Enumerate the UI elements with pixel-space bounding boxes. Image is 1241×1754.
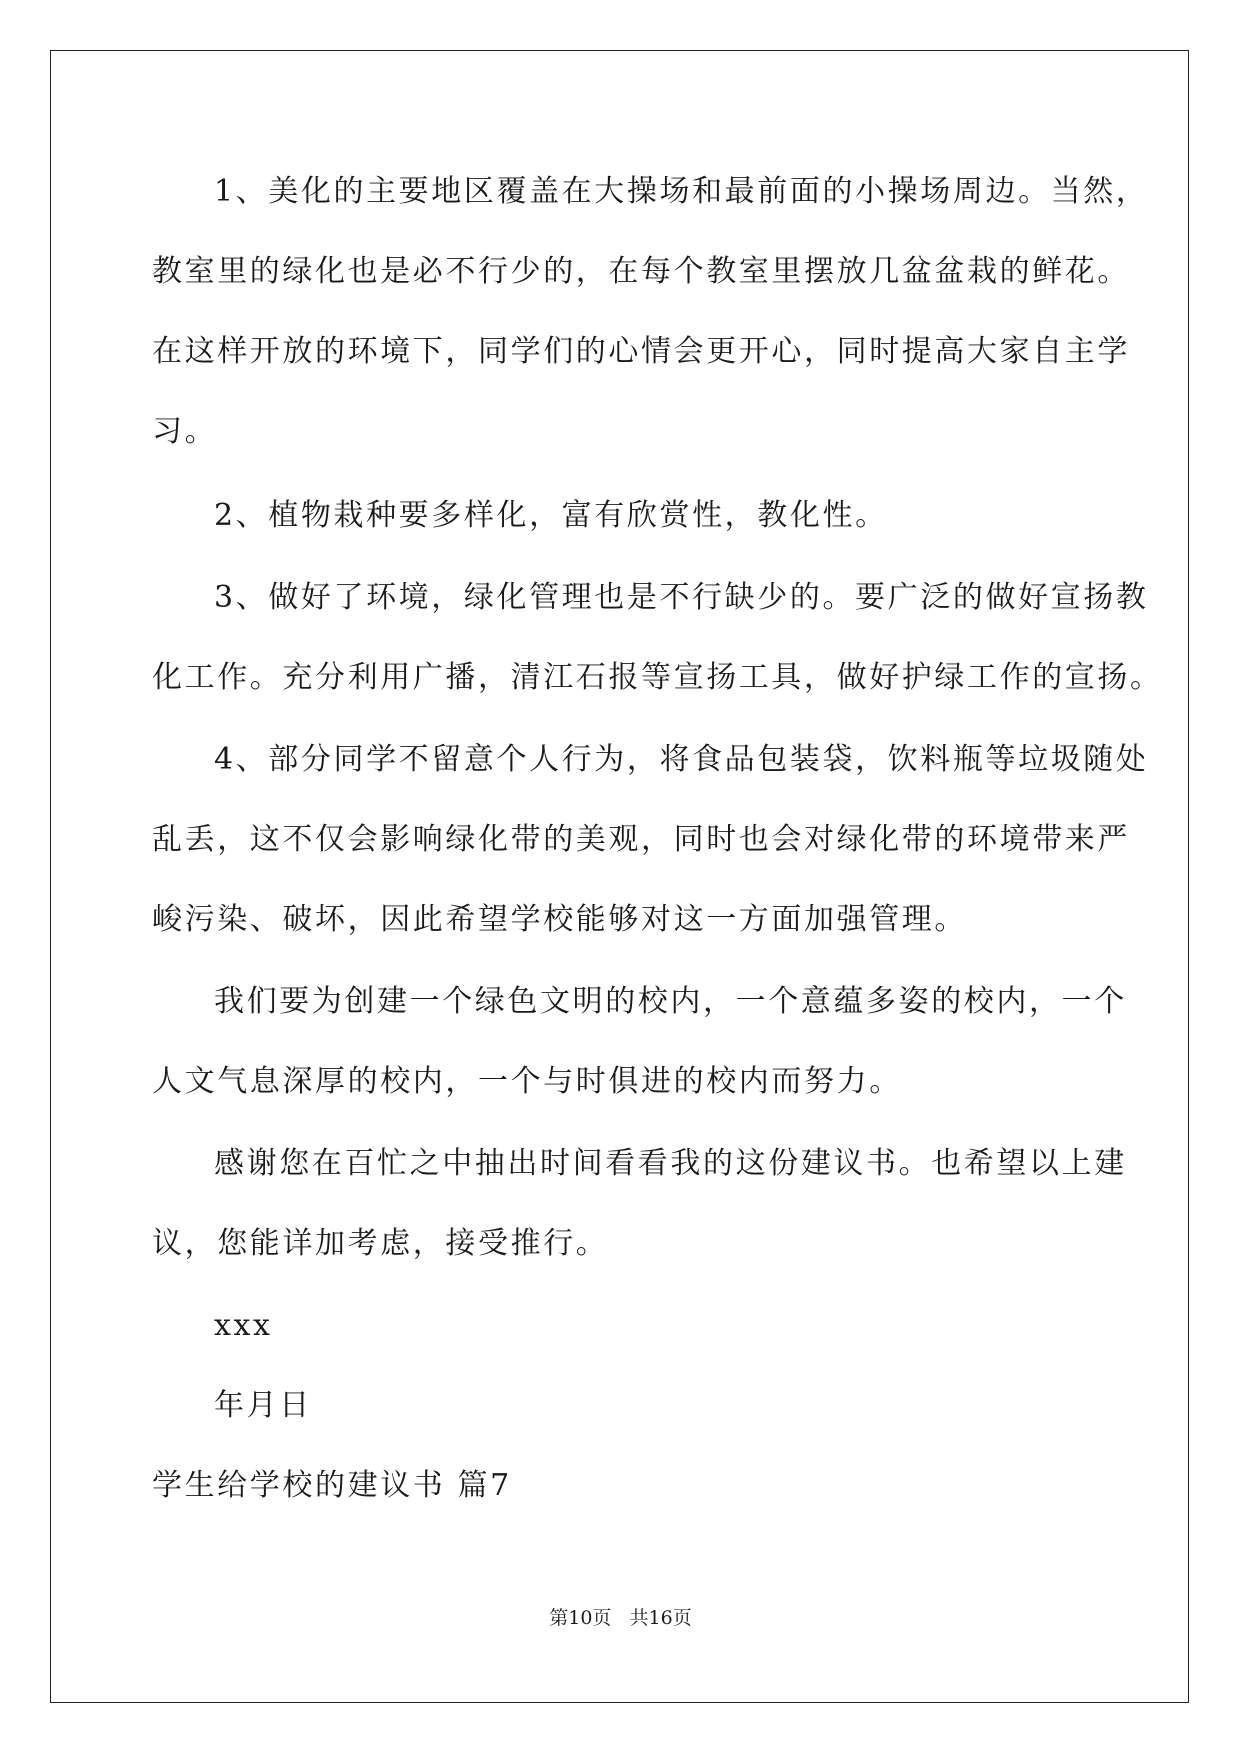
paragraph-5-line-1: 我们要为创建一个绿色文明的校内，一个意蕴多姿的校内，一个 (214, 984, 1127, 1019)
paragraph-5-line-2: 人文气息深厚的校内，一个与时俱进的校内而努力。 (152, 1064, 902, 1099)
paragraph-1-line-2: 教室里的绿化也是必不行少的，在每个教室里摆放几盆盆栽的鲜花。 (152, 254, 1130, 289)
paragraph-3-line-2: 化工作。充分利用广播，清江石报等宣扬工具，做好护绿工作的宣扬。 (152, 660, 1163, 695)
paragraph-4-line-3: 峻污染、破坏，因此希望学校能够对这一方面加强管理。 (152, 902, 967, 937)
paragraph-1-line-3: 在这样开放的环境下，同学们的心情会更开心，同时提高大家自主学 (152, 334, 1130, 369)
paragraph-1-line-4: 习。 (152, 414, 218, 449)
section-heading: 学生给学校的建议书 篇7 (152, 1468, 512, 1503)
page-number-footer: 第10页 共16页 (549, 1607, 692, 1629)
paragraph-4-line-1: 4、部分同学不留意个人行为，将食品包装袋，饮料瓶等垃圾随处 (214, 742, 1149, 777)
paragraph-4-line-2: 乱丢，这不仅会影响绿化带的美观，同时也会对绿化带的环境带来严 (152, 822, 1130, 857)
date-line: 年月日 (214, 1388, 312, 1423)
paragraph-6-line-1: 感谢您在百忙之中抽出时间看看我的这份建议书。也希望以上建 (214, 1146, 1127, 1181)
paragraph-1-line-1: 1、美化的主要地区覆盖在大操场和最前面的小操场周边。当然， (214, 174, 1149, 209)
signature: xxx (214, 1308, 273, 1343)
paragraph-6-line-2: 议，您能详加考虑，接受推行。 (152, 1226, 609, 1261)
paragraph-2-line-1: 2、植物栽种要多样化，富有欣赏性，教化性。 (214, 498, 888, 533)
paragraph-3-line-1: 3、做好了环境，绿化管理也是不行缺少的。要广泛的做好宣扬教 (214, 580, 1149, 615)
page-frame (50, 50, 1189, 1703)
